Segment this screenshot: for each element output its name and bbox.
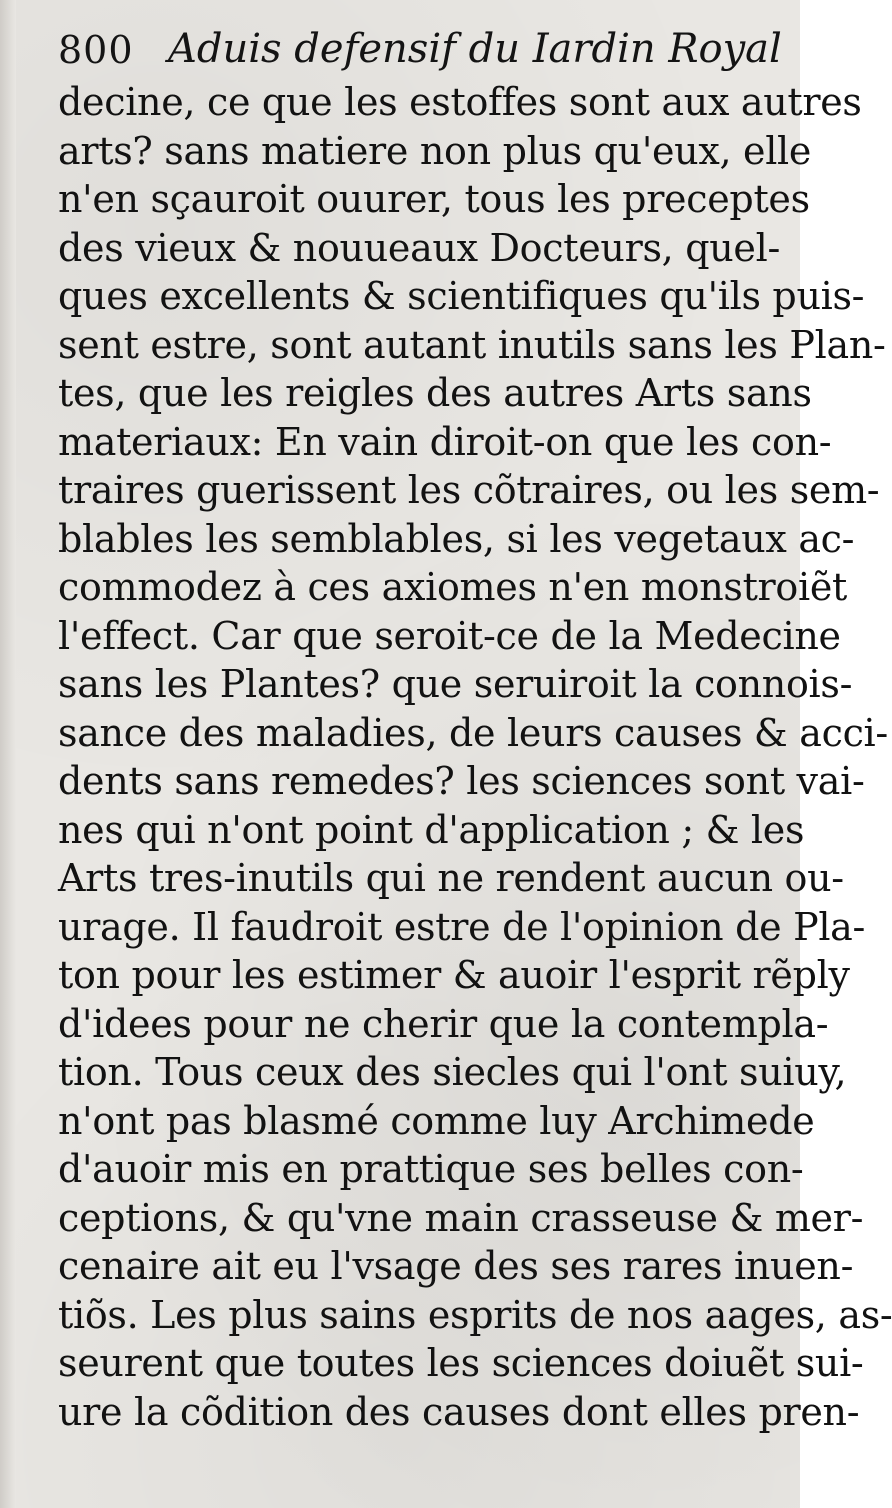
text-line: ceptions, & qu'vne main crasseuse & mer-	[58, 1195, 864, 1240]
running-title: Aduis defensif du Iardin Royal	[168, 26, 782, 72]
text-line: commodez à ces axiomes n'en monstroiẽt	[58, 565, 847, 609]
text-line: l'effect. Car que seroit-ce de la Medecine	[58, 613, 841, 658]
text-line: dents sans remedes? les sciences sont vai-	[58, 759, 865, 803]
text-line: decine, ce que les estoffes sont aux autres	[58, 80, 862, 124]
text-line: sance des maladies, de leurs causes & acci-	[58, 710, 888, 755]
text-line: ques excellents & scientifiques qu'ils puis-	[58, 274, 865, 318]
text-line: sent estre, sont autant inutils sans les Plan-	[58, 322, 886, 367]
text-line: Arts tres-inutils qui ne rendent aucun ou-	[58, 856, 844, 900]
text-line: d'idees pour ne cherir que la contempla-	[58, 1001, 829, 1046]
text-line: ton pour les estimer & auoir l'esprit rẽply	[58, 953, 850, 997]
text-line: traires guerissent les cõtraires, ou les sem-	[58, 468, 880, 512]
text-line: nes qui n'ont point d'application ; & les	[58, 807, 805, 852]
text-line: n'ont pas blasmé comme luy Archimede	[58, 1098, 815, 1143]
text-line: blables les semblables, si les vegetaux ac-	[58, 516, 855, 561]
body-text	[58, 78, 892, 1436]
text-line: urage. Il faudroit estre de l'opinion de Pla-	[58, 904, 866, 949]
text-line: arts? sans matiere non plus qu'eux, elle	[58, 128, 812, 173]
text-line: sans les Plantes? que seruiroit la connois-	[58, 662, 853, 706]
text-line: materiaux: En vain diroit-on que les con-	[58, 419, 832, 464]
text-line: des vieux & nouueaux Docteurs, quel-	[58, 225, 780, 270]
text-line: tion. Tous ceux des siecles qui l'ont suiuy,	[58, 1050, 847, 1094]
page-edge-shadow	[0, 0, 16, 1508]
page-header	[58, 18, 782, 78]
text-line: cenaire ait eu l'vsage des ses rares inuen-	[58, 1244, 854, 1288]
text-line: seurent que toutes les sciences doiuẽt sui-	[58, 1341, 864, 1385]
page-number: 800	[58, 28, 134, 72]
text-line: n'en sçauroit ouurer, tous les preceptes	[58, 177, 810, 221]
text-line: ure la cõdition des causes dont elles pren-	[58, 1389, 860, 1434]
text-line: d'auoir mis en prattique ses belles con-	[58, 1147, 804, 1191]
text-line: tes, que les reigles des autres Arts sans	[58, 371, 812, 415]
text-line: tiõs. Les plus sains esprits de nos aages, as-	[58, 1292, 892, 1337]
